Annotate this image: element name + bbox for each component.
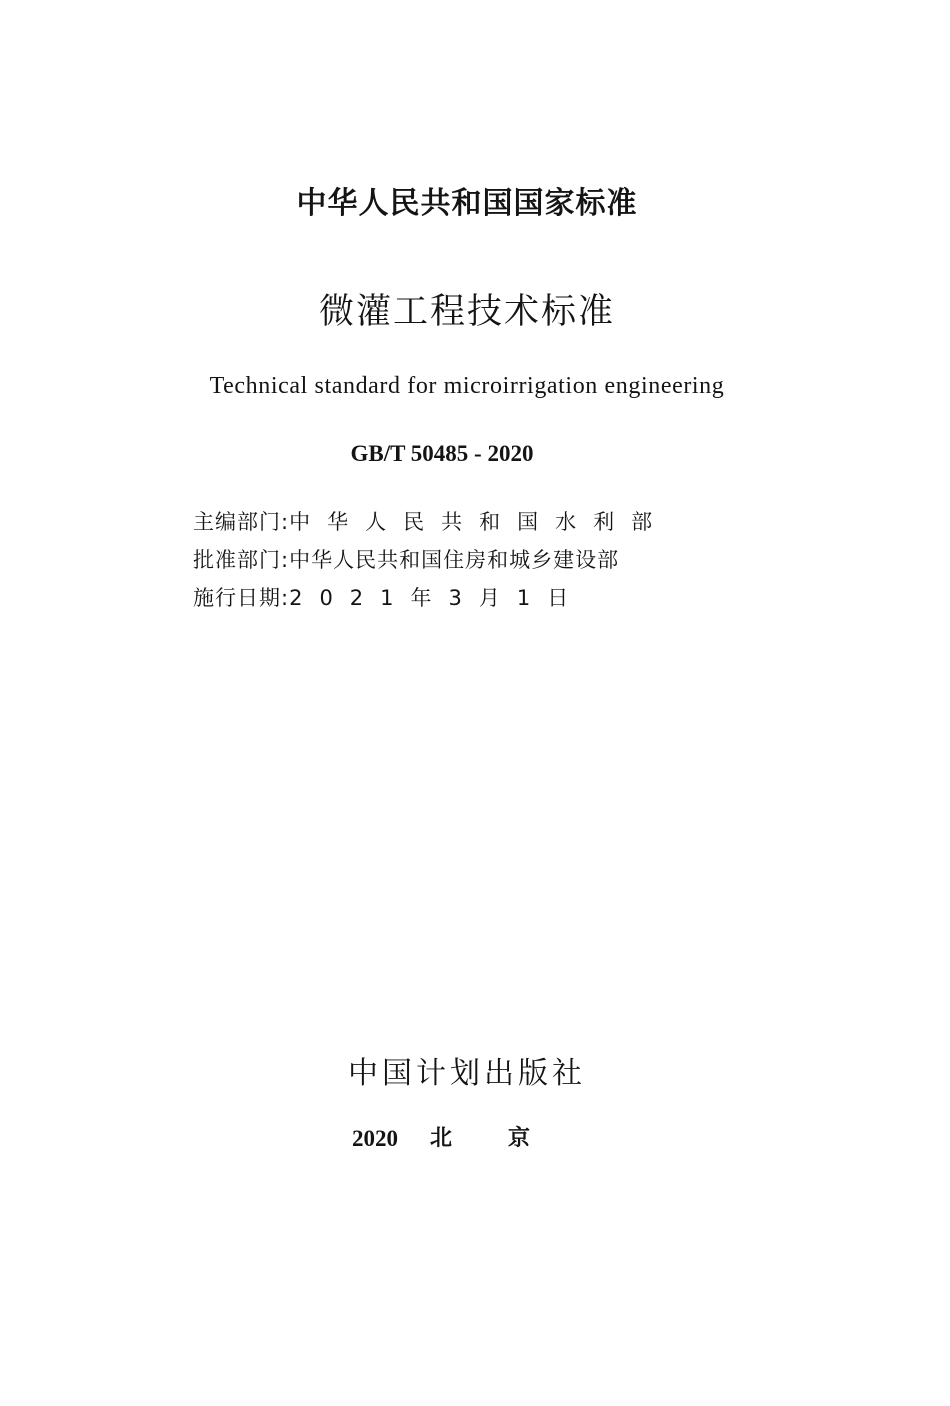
standard-type-heading: 中华人民共和国国家标准 <box>296 186 638 221</box>
publication-city: 北京 <box>430 1126 587 1151</box>
approver-department-label: 批准部门: <box>193 548 290 572</box>
document-title-english: Technical standard for microirrigation engineering <box>209 373 725 399</box>
approver-department-row <box>193 545 703 575</box>
effective-date-row <box>193 583 703 613</box>
document-title-chinese: 微灌工程技术标准 <box>318 292 615 332</box>
editor-department-label: 主编部门: <box>193 510 290 534</box>
effective-date-label: 施行日期: <box>193 586 290 610</box>
publication-year: 2020 <box>352 1126 398 1151</box>
standard-code: GB/T 50485 - 2020 <box>350 441 534 466</box>
approver-department-value: 中华人民共和国住房和城乡建设部 <box>289 548 620 572</box>
publisher-name: 中国计划出版社 <box>348 1056 586 1091</box>
editor-department-row <box>193 507 703 537</box>
effective-date-value: 2021年3月1日 <box>289 586 586 610</box>
editor-department-value: 中华人民共和国水利部 <box>289 510 670 534</box>
